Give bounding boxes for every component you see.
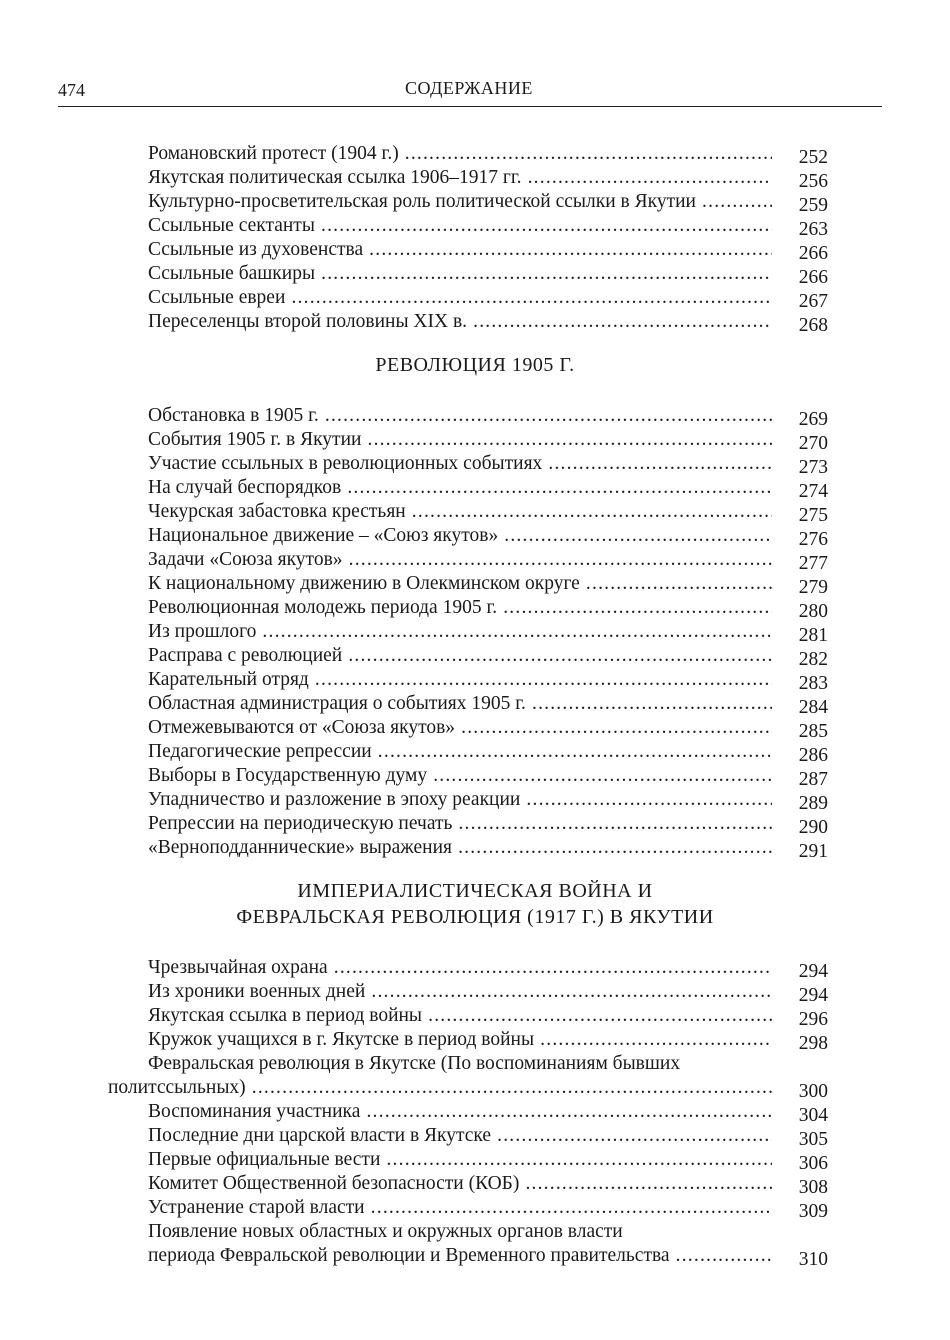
toc-entry: Выборы в Государственную думу ..... 287 xyxy=(148,764,828,788)
toc-entry: Обстановка в 1905 г. ..... 269 xyxy=(148,404,828,428)
toc-entry: Последние дни царской власти в Якутске ..... 305 xyxy=(148,1124,828,1148)
header-rule xyxy=(58,106,882,107)
toc-entry: Упадничество и разложение в эпоху реакции ..... 289 xyxy=(148,788,828,812)
section-heading-line-1: ИМПЕРИАЛИСТИЧЕСКАЯ ВОЙНА И xyxy=(297,880,653,902)
toc-entry: Национальное движение – «Союз якутов» ..... 276 xyxy=(148,524,828,548)
toc-entry: Карательный отряд ..... 283 xyxy=(148,668,828,692)
toc-entry: Первые официальные вести ..... 306 xyxy=(148,1148,828,1172)
toc-entry: Чрезвычайная охрана ..... 294 xyxy=(148,956,828,980)
section-heading: РЕВОЛЮЦИЯ 1905 Г. xyxy=(375,354,575,376)
section-heading-line-2: ФЕВРАЛЬСКАЯ РЕВОЛЮЦИЯ (1917 Г.) В ЯКУТИИ xyxy=(236,906,714,928)
toc-entry: Ссыльные евреи ..... 267 xyxy=(148,286,828,310)
toc-entry: Кружок учащихся в г. Якутске в период войны ..... 298 xyxy=(148,1028,828,1052)
running-title: СОДЕРЖАНИЕ xyxy=(405,78,533,98)
toc-entry: На случай беспорядков ..... 274 xyxy=(148,476,828,500)
toc-entry: Педагогические репрессии ..... 286 xyxy=(148,740,828,764)
toc-entry-line-1: Февральская революция в Якутске (По воспоминаниям бывших xyxy=(148,1053,681,1074)
toc-entry: Якутская ссылка в период войны ..... 296 xyxy=(148,1004,828,1028)
toc-entry: Комитет Общественной безопасности (КОБ) ..... 308 xyxy=(148,1172,828,1196)
toc-entry: Репрессии на периодическую печать ..... 290 xyxy=(148,812,828,836)
toc-entry: Расправа с революцией ..... 282 xyxy=(148,644,828,668)
toc-entry: Участие ссыльных в революционных событиях ..... 273 xyxy=(148,452,828,476)
toc-entry-line-1: Появление новых областных и окружных органов власти xyxy=(148,1221,623,1242)
toc-entry: Из прошлого ..... 281 xyxy=(148,620,828,644)
toc-entry: Ссыльные из духовенства ..... 266 xyxy=(148,238,828,262)
toc-entry: К национальному движению в Олекминском округе ..... 279 xyxy=(148,572,828,596)
toc-entry: Чекурская забастовка крестьян ..... 275 xyxy=(148,500,828,524)
page-header xyxy=(58,76,880,106)
toc-entry: Устранение старой власти ..... 309 xyxy=(148,1196,828,1220)
toc-entry: Из хроники военных дней ..... 294 xyxy=(148,980,828,1004)
toc-entry: «Верноподданнические» выражения ..... 291 xyxy=(148,836,828,860)
toc-entry: Культурно-просветительская роль политической ссылки в Якутии ..... 259 xyxy=(148,190,828,214)
toc-entry: Переселенцы второй половины XIX в. ..... 268 xyxy=(148,310,828,334)
toc-entry: Романовский протест (1904 г.) ..... 252 xyxy=(148,142,828,166)
page-number: 474 xyxy=(58,80,85,100)
toc-entry: Революционная молодежь периода 1905 г. ..... 280 xyxy=(148,596,828,620)
toc-entry: Задачи «Союза якутов» ..... 277 xyxy=(148,548,828,572)
toc-entry: Ссыльные башкиры ..... 266 xyxy=(148,262,828,286)
toc-entry: Отмежевываются от «Союза якутов» ..... 285 xyxy=(148,716,828,740)
toc-entry: События 1905 г. в Якутии ..... 270 xyxy=(148,428,828,452)
toc-entry: Якутская политическая ссылка 1906–1917 гг. ..... 256 xyxy=(148,166,828,190)
toc-entry: Ссыльные сектанты ..... 263 xyxy=(148,214,828,238)
toc-entry: политссыльных) ..... 300 xyxy=(108,1076,828,1100)
toc-entry: Воспоминания участника ..... 304 xyxy=(148,1100,828,1124)
toc-entry: Областная администрация о событиях 1905 г. ..... 284 xyxy=(148,692,828,716)
toc-entry: периода Февральской революции и Временного правительства ..... 310 xyxy=(148,1244,828,1268)
